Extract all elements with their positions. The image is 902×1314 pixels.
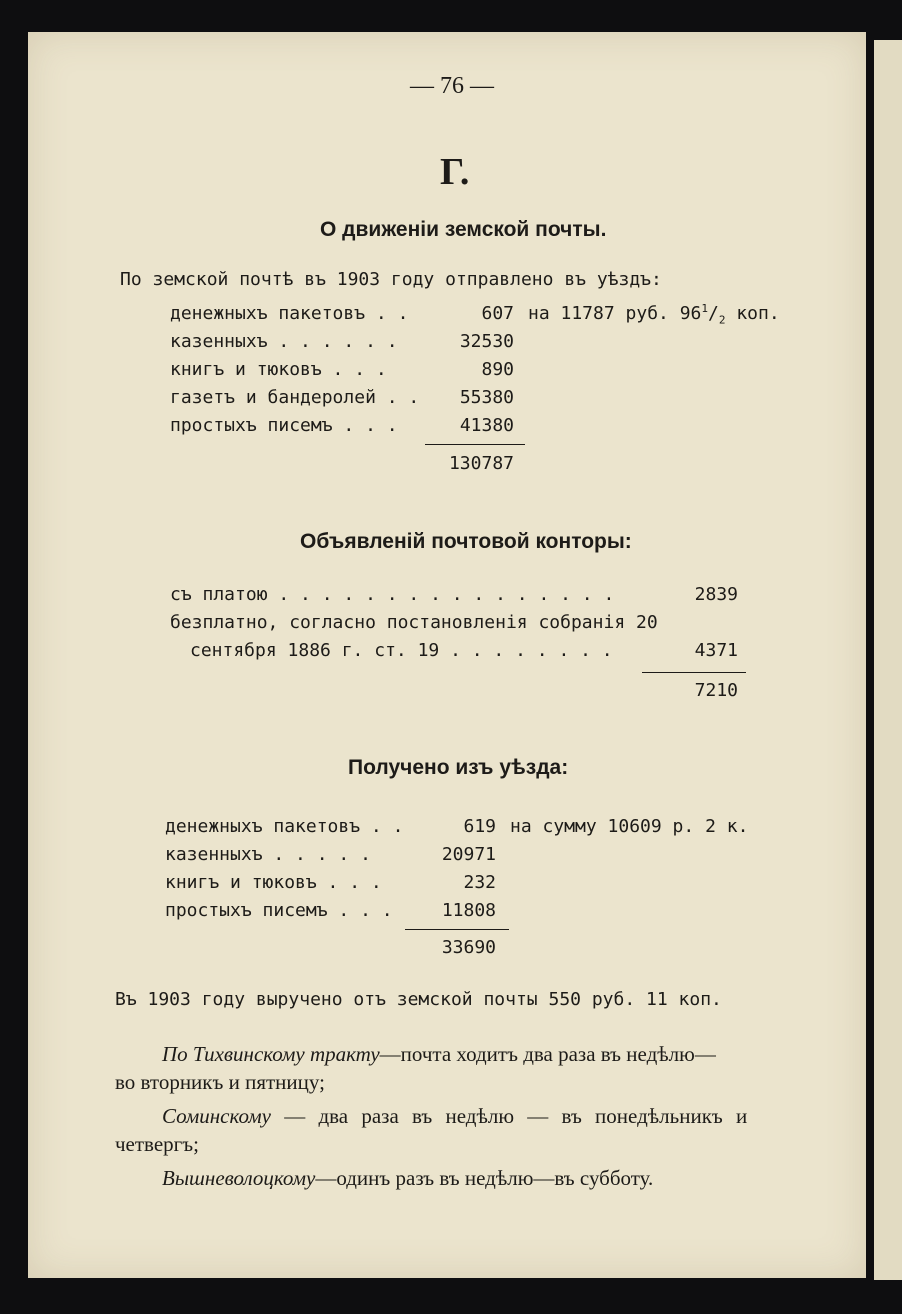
revenue-text: Въ 1903 году выручено отъ земской почты 550 руб. 11 коп. bbox=[115, 989, 722, 1010]
sent-label: газетъ и бандеролей . . bbox=[170, 387, 420, 408]
sent-value: 890 bbox=[481, 359, 514, 380]
sent-value: 32530 bbox=[459, 331, 514, 352]
sent-value: 41380 bbox=[459, 415, 514, 436]
sent-total: 130787 bbox=[448, 453, 514, 474]
sum-rule bbox=[405, 929, 509, 930]
sent-label: денежныхъ пакетовъ . . bbox=[170, 303, 409, 324]
received-value: 619 bbox=[463, 816, 496, 837]
route-vyshnevolotsk: Вышневолоцкому—одинъ разъ въ недѣлю—въ субботу. bbox=[162, 1166, 654, 1190]
page-number: — 76 — bbox=[410, 73, 494, 99]
route-tikhvin-days: во вторникъ и пятницу; bbox=[115, 1070, 325, 1094]
intro-text: По земской почтѣ въ 1903 году отправлено въ уѣздъ: bbox=[120, 269, 662, 290]
received-total: 33690 bbox=[441, 937, 496, 958]
ads-total: 7210 bbox=[694, 680, 738, 701]
received-value: 20971 bbox=[441, 844, 496, 865]
sent-value: 607 bbox=[481, 303, 514, 324]
section-letter: Г. bbox=[440, 151, 470, 193]
received-value: 232 bbox=[463, 872, 496, 893]
heading-ads: Объявленій почтовой конторы: bbox=[300, 530, 632, 553]
ads-paid-label: съ платою . . . . . . . . . . . . . . . . bbox=[170, 584, 615, 605]
route-sominsk-days: четвергъ; bbox=[115, 1132, 199, 1156]
sent-label: книгъ и тюковъ . . . bbox=[170, 359, 387, 380]
sent-value: 55380 bbox=[459, 387, 514, 408]
received-label: книгъ и тюковъ . . . bbox=[165, 872, 382, 893]
received-label: денежныхъ пакетовъ . . bbox=[165, 816, 404, 837]
received-value: 11808 bbox=[441, 900, 496, 921]
ads-paid-value: 2839 bbox=[694, 584, 738, 605]
sum-rule bbox=[425, 444, 525, 445]
adjacent-page-edge bbox=[874, 40, 902, 1280]
received-label: казенныхъ . . . . . bbox=[165, 844, 371, 865]
route-sominsk: Соминскому — два раза въ недѣлю — въ понедѣльникъ и bbox=[162, 1104, 748, 1128]
heading-movement: О движеніи земской почты. bbox=[320, 218, 607, 241]
route-tikhvin: По Тихвинскому тракту—почта ходитъ два раза въ недѣлю— bbox=[162, 1042, 716, 1066]
received-money-note: на сумму 10609 р. 2 к. bbox=[510, 816, 749, 837]
sent-label: простыхъ писемъ . . . bbox=[170, 415, 398, 436]
heading-received: Получено изъ уѣзда: bbox=[348, 756, 569, 779]
ads-free-line2: сентября 1886 г. ст. 19 . . . . . . . . bbox=[190, 640, 613, 661]
ads-free-value: 4371 bbox=[694, 640, 738, 661]
ads-free-line1: безплатно, согласно постановленія собранія 20 bbox=[170, 612, 658, 633]
sent-label: казенныхъ . . . . . . bbox=[170, 331, 398, 352]
sum-rule bbox=[642, 672, 746, 673]
sent-money-note: на 11787 руб. $96^1/_2$ коп. bbox=[528, 302, 780, 327]
received-label: простыхъ писемъ . . . bbox=[165, 900, 393, 921]
